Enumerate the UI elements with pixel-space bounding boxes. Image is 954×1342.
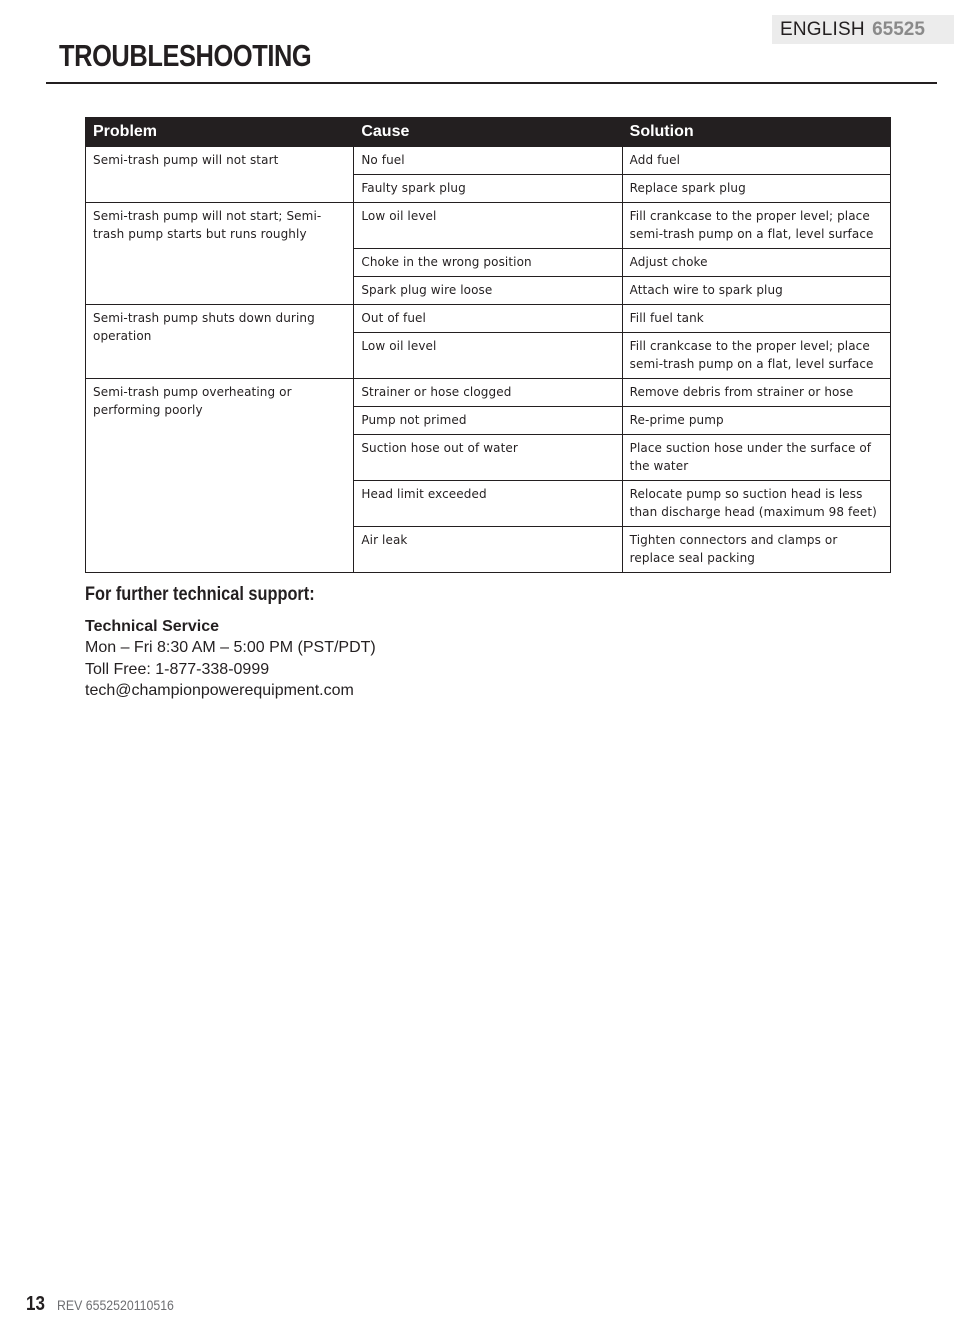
solution-cell: Relocate pump so suction head is less than discharge head (maximum 98 feet) bbox=[622, 481, 890, 527]
support-email: tech@championpowerequipment.com bbox=[85, 682, 354, 699]
revision-code: REV 6552520110516 bbox=[56, 1297, 174, 1313]
problem-cell: Semi-trash pump will not start; Semi-trash pump starts but runs roughly bbox=[86, 203, 354, 305]
problem-cell: Semi-trash pump will not start bbox=[86, 147, 354, 203]
cause-cell: Low oil level bbox=[354, 203, 622, 249]
solution-cell: Attach wire to spark plug bbox=[622, 277, 890, 305]
language-tab bbox=[772, 15, 954, 44]
solution-cell: Tighten connectors and clamps or replace seal packing bbox=[622, 527, 890, 573]
service-hours: Mon – Fri 8:30 AM – 5:00 PM (PST/PDT) bbox=[85, 639, 376, 656]
solution-cell: Re-prime pump bbox=[622, 407, 890, 435]
service-title: Technical Service bbox=[85, 618, 219, 635]
table-header-row bbox=[86, 118, 891, 147]
model-number: 65525 bbox=[872, 19, 925, 40]
cause-cell: Air leak bbox=[354, 527, 622, 573]
cause-cell: Suction hose out of water bbox=[354, 435, 622, 481]
header-cause: Cause bbox=[354, 118, 622, 147]
cause-cell: Strainer or hose clogged bbox=[354, 379, 622, 407]
cause-cell: No fuel bbox=[354, 147, 622, 175]
cause-cell: Low oil level bbox=[354, 333, 622, 379]
solution-cell: Replace spark plug bbox=[622, 175, 890, 203]
solution-cell: Place suction hose under the surface of the water bbox=[622, 435, 890, 481]
solution-cell: Add fuel bbox=[622, 147, 890, 175]
solution-cell: Fill crankcase to the proper level; place semi-trash pump on a flat, level surface bbox=[622, 203, 890, 249]
solution-cell: Remove debris from strainer or hose bbox=[622, 379, 890, 407]
table-row bbox=[86, 203, 891, 249]
problem-cell: Semi-trash pump overheating or performing poorly bbox=[86, 379, 354, 573]
support-heading: For further technical support: bbox=[85, 584, 315, 605]
cause-cell: Head limit exceeded bbox=[354, 481, 622, 527]
toll-free-phone: Toll Free: 1-877-338-0999 bbox=[85, 660, 270, 678]
table-row bbox=[86, 305, 891, 333]
language-label: ENGLISH bbox=[780, 19, 865, 40]
page-title: TROUBLESHOOTING bbox=[59, 38, 312, 73]
troubleshooting-table bbox=[85, 117, 891, 573]
page-footer bbox=[26, 1293, 190, 1319]
cause-cell: Faulty spark plug bbox=[354, 175, 622, 203]
page-number: 13 bbox=[26, 1293, 45, 1315]
title-divider bbox=[46, 82, 937, 84]
cause-cell: Spark plug wire loose bbox=[354, 277, 622, 305]
cause-cell: Choke in the wrong position bbox=[354, 249, 622, 277]
header-problem: Problem bbox=[86, 118, 354, 147]
solution-cell: Fill crankcase to the proper level; place semi-trash pump on a flat, level surface bbox=[622, 333, 890, 379]
table-row bbox=[86, 379, 891, 407]
solution-cell: Adjust choke bbox=[622, 249, 890, 277]
problem-cell: Semi-trash pump shuts down during operation bbox=[86, 305, 354, 379]
cause-cell: Pump not primed bbox=[354, 407, 622, 435]
technical-support-section bbox=[85, 583, 585, 702]
header-solution: Solution bbox=[622, 118, 890, 147]
table-row bbox=[86, 147, 891, 175]
solution-cell: Fill fuel tank bbox=[622, 305, 890, 333]
cause-cell: Out of fuel bbox=[354, 305, 622, 333]
